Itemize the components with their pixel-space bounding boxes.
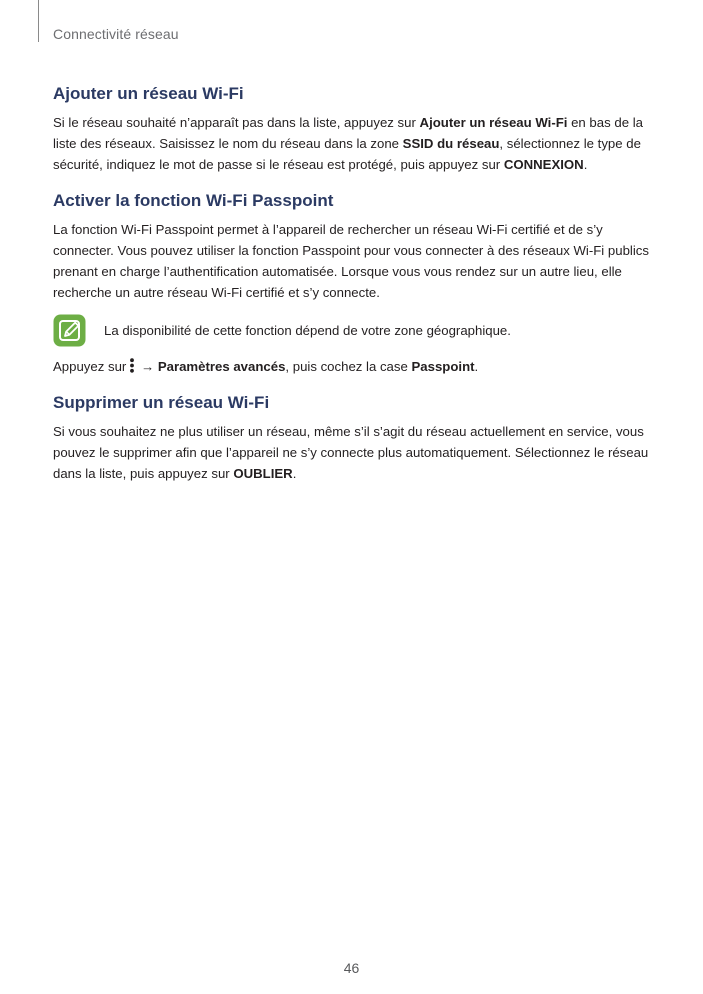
- section-title-add-wifi: Ajouter un réseau Wi-Fi: [53, 84, 244, 103]
- section-paragraph-add-wifi: Si le réseau souhaité n’apparaît pas dans la liste, appuyez sur Ajouter un réseau Wi-Fi en bas de la liste des réseaux. Saisissez le nom du réseau dans la zone SSID du réseau, sélectionnez le type de sécurité, indiquez le mot de passe si le réseau est protégé, puis appuyez sur CONNEXION.: [53, 115, 643, 172]
- section-paragraph-remove-wifi: Si vous souhaitez ne plus utiliser un réseau, même s’il s’agit du réseau actuellement en service, vous pouvez le supprimer afin que l’appareil ne s’y connecte plus automatiquement. Sélectionnez le réseau dans la liste, puis appuyez sur OUBLIER.: [53, 424, 649, 481]
- note-pencil-icon: [53, 314, 86, 347]
- section-paragraph-passpoint: La fonction Wi-Fi Passpoint permet à l’appareil de rechercher un réseau Wi-Fi certifié et de s’y connecter. Vous pouvez utiliser la fonction Passpoint pour vous connecter à des réseaux Wi-Fi publics prenant en charge l’authentification automatisée. Lorsque vous vous rendez sur un autre lieu, elle recherche un autre réseau Wi-Fi certifié et s’y connecte.: [53, 222, 649, 300]
- more-options-icon: [129, 358, 135, 373]
- ui-term: Passpoint: [411, 359, 475, 374]
- note-box: [53, 313, 653, 347]
- section-title-remove-wifi: Supprimer un réseau Wi-Fi: [53, 393, 270, 412]
- note-text: La disponibilité de cette fonction dépend de votre zone géographique.: [104, 322, 511, 338]
- page-content: [53, 82, 653, 484]
- header-divider: [38, 0, 39, 42]
- ui-term: SSID du réseau: [402, 136, 500, 151]
- arrow-symbol: →: [137, 359, 158, 374]
- ui-term: CONNEXION: [503, 157, 584, 172]
- passpoint-steps: Appuyez sur → Paramètres avancés, puis cochez la case Passpoint.: [53, 359, 479, 374]
- section-title-passpoint: Activer la fonction Wi-Fi Passpoint: [53, 191, 334, 210]
- ui-term: Paramètres avancés: [157, 359, 286, 374]
- ui-term: Ajouter un réseau Wi-Fi: [419, 115, 568, 130]
- running-header: Connectivité réseau: [53, 26, 179, 42]
- page-number: 46: [343, 960, 360, 976]
- ui-term: OUBLIER: [233, 466, 293, 481]
